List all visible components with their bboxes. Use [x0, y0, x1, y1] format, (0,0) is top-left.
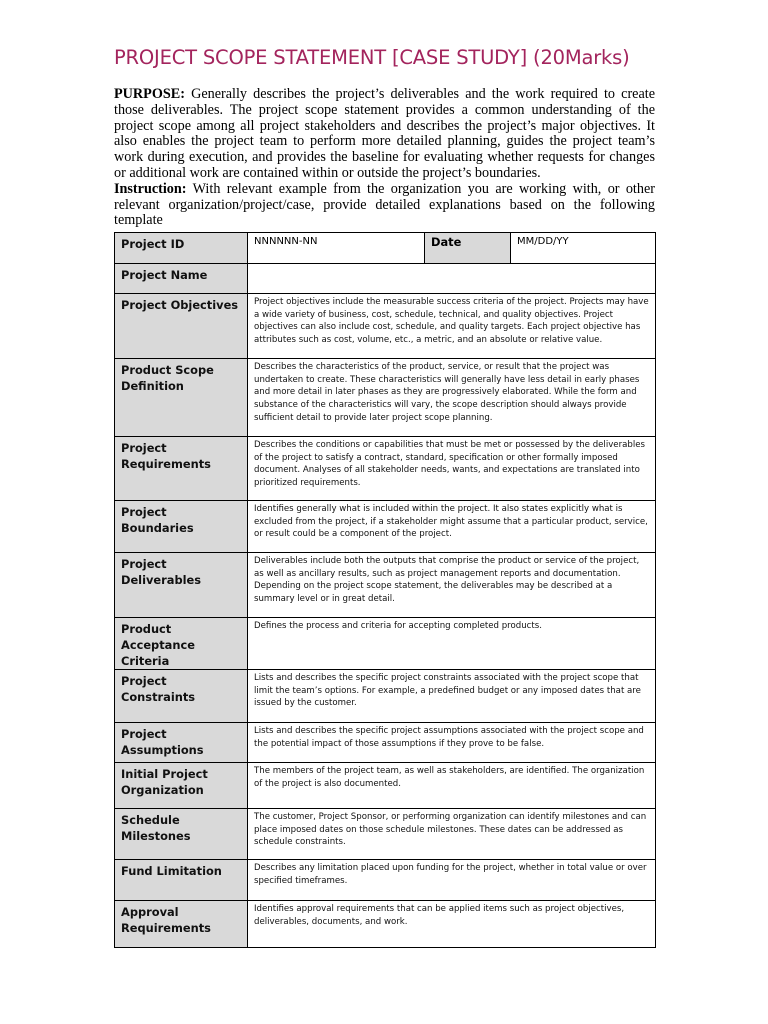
- table-row-project-name: [115, 264, 656, 294]
- table-row-project-id: [115, 233, 656, 264]
- table-row: [115, 670, 656, 723]
- row-desc-approval-requirements[interactable]: Identifies approval requirements that can be applied items such as project objectives, deliverables, documents, and work.: [248, 901, 656, 948]
- row-label-project-constraints: Project Constraints: [115, 670, 248, 723]
- scope-table: [114, 232, 656, 948]
- table-row: [115, 501, 656, 553]
- table-row: [115, 294, 656, 359]
- table-row: [115, 901, 656, 948]
- instruction-text: With relevant example from the organization you are working with, or other relevant organization/project/case, provide detailed explanations based on the following template: [114, 180, 655, 229]
- project-id-value[interactable]: NNNNNN-NN: [248, 233, 425, 264]
- date-value[interactable]: MM/DD/YY: [511, 233, 656, 264]
- table-row: [115, 359, 656, 437]
- project-name-value[interactable]: [248, 264, 656, 294]
- row-desc-project-requirements[interactable]: Describes the conditions or capabilities that must be met or possessed by the deliverables of the project to satisfy a contract, standard, specification or other formally imposed document. Analyses of all stakeholder needs, wants, and expectations are translated into prioritized requirements.: [248, 437, 656, 501]
- page-title: PROJECT SCOPE STATEMENT [CASE STUDY] (20Marks): [114, 46, 630, 69]
- row-label-project-boundaries: Project Boundaries: [115, 501, 248, 553]
- row-label-initial-project-organization: Initial Project Organization: [115, 763, 248, 809]
- row-label-fund-limitation: Fund Limitation: [115, 860, 248, 901]
- table-row: [115, 809, 656, 860]
- row-label-project-assumptions: Project Assumptions: [115, 723, 248, 763]
- row-desc-schedule-milestones[interactable]: The customer, Project Sponsor, or performing organization can identify milestones and can place imposed dates on those schedule milestones. These dates can be addressed as schedule constraints.: [248, 809, 656, 860]
- table-row: [115, 437, 656, 501]
- table-row: [115, 763, 656, 809]
- project-id-label: Project ID: [115, 233, 248, 264]
- table-row: [115, 723, 656, 763]
- instruction-label: Instruction:: [114, 180, 187, 197]
- row-desc-project-deliverables[interactable]: Deliverables include both the outputs that comprise the product or service of the project, as well as ancillary results, such as project management reports and documentation. Depending on the project scope statement, the deliverables may be described at a summary level or in great detail.: [248, 553, 656, 618]
- row-desc-project-objectives[interactable]: Project objectives include the measurable success criteria of the project. Projects may have a wide variety of business, cost, schedule, technical, and quality objectives. Project objectives can also include cost, schedule, and quality targets. Each project objective has attributes such as cost, volume, etc., a metric, and an absolute or relative value.: [248, 294, 656, 359]
- row-label-project-objectives: Project Objectives: [115, 294, 248, 359]
- row-desc-fund-limitation[interactable]: Describes any limitation placed upon funding for the project, whether in total value or over specified timeframes.: [248, 860, 656, 901]
- intro-text: [114, 87, 655, 229]
- purpose-label: PURPOSE:: [114, 86, 185, 102]
- project-name-label: Project Name: [115, 264, 248, 294]
- row-desc-project-constraints[interactable]: Lists and describes the specific project constraints associated with the project scope that limit the team’s options. For example, a predefined budget or any imposed dates that are issued by the customer.: [248, 670, 656, 723]
- instruction-paragraph: [114, 182, 655, 229]
- row-desc-product-scope-definition[interactable]: Describes the characteristics of the product, service, or result that the project was undertaken to create. These characteristics will generally have less detail in early phases and more detail in later phases as they are progressively elaborated. While the form and substance of the characteristics will vary, the scope description should always provide sufficient detail to provide later project scope planning.: [248, 359, 656, 437]
- row-label-schedule-milestones: Schedule Milestones: [115, 809, 248, 860]
- row-desc-initial-project-organization[interactable]: The members of the project team, as well as stakeholders, are identified. The organization of the project is also documented.: [248, 763, 656, 809]
- row-label-project-requirements: Project Requirements: [115, 437, 248, 501]
- table-row: [115, 553, 656, 618]
- table-row: [115, 860, 656, 901]
- table-row: [115, 618, 656, 670]
- purpose-paragraph: [114, 87, 655, 182]
- row-desc-product-acceptance-criteria[interactable]: Defines the process and criteria for accepting completed products.: [248, 618, 656, 670]
- date-label: Date: [425, 233, 511, 264]
- row-label-product-acceptance-criteria: Product Acceptance Criteria: [115, 618, 248, 670]
- row-desc-project-boundaries[interactable]: Identifies generally what is included within the project. It also states explicitly what is excluded from the project, if a stakeholder might assume that a particular product, service, or result could be a component of the project.: [248, 501, 656, 553]
- row-label-product-scope-definition: Product Scope Definition: [115, 359, 248, 437]
- row-label-approval-requirements: Approval Requirements: [115, 901, 248, 948]
- row-label-project-deliverables: Project Deliverables: [115, 553, 248, 618]
- purpose-text: Generally describes the project’s deliverables and the work required to create those deliverables. The project scope statement provides a common understanding of the project scope among all project stakeholders and describes the project’s major objectives. It also enables the project team to perform more detailed planning, guides the project team’s work during execution, and provides the baseline for evaluating whether requests for changes or additional work are contained within or outside the project’s boundaries.: [114, 86, 655, 181]
- row-desc-project-assumptions[interactable]: Lists and describes the specific project assumptions associated with the project scope and the potential impact of those assumptions if they prove to be false.: [248, 723, 656, 763]
